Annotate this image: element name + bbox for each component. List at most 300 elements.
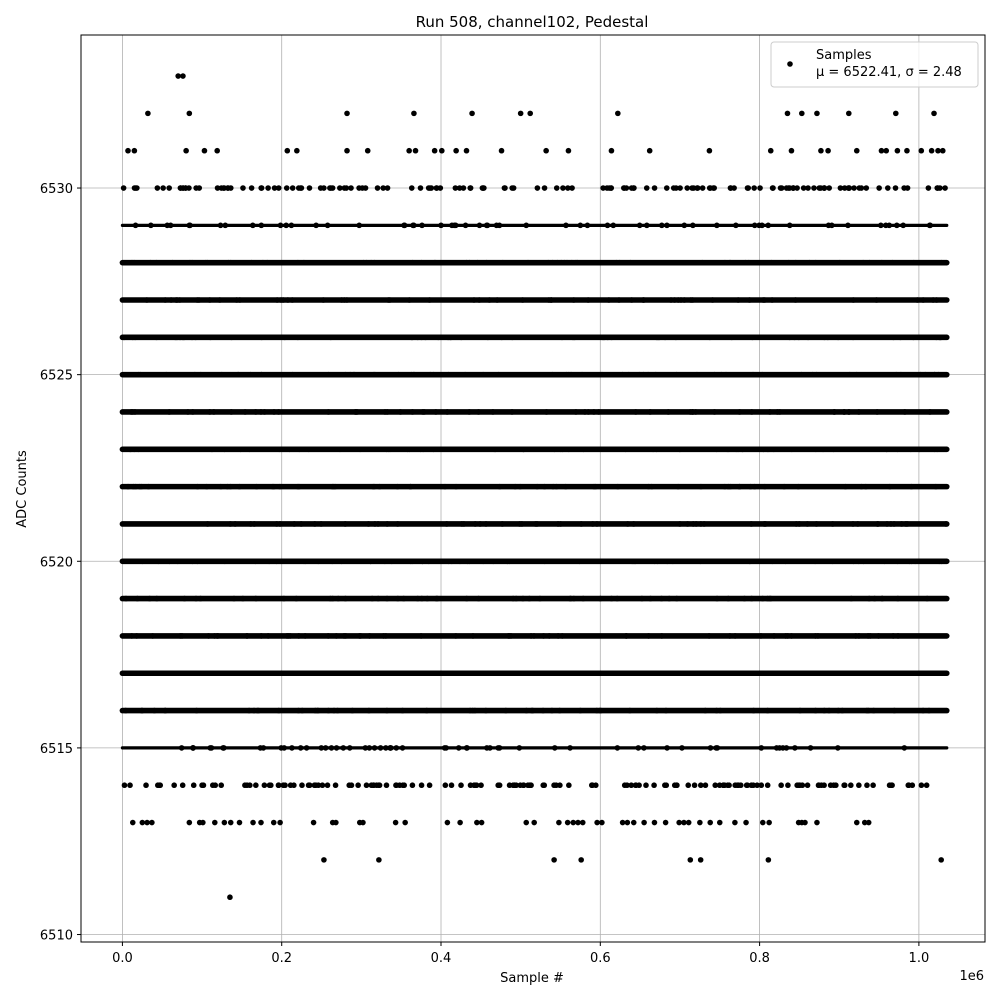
sample-point — [641, 820, 647, 826]
sample-point — [577, 558, 583, 564]
sample-point — [148, 223, 154, 229]
sample-point — [231, 596, 237, 602]
x-tick-label: 0.6 — [589, 951, 611, 966]
sample-point — [325, 223, 331, 229]
sample-point — [395, 484, 401, 490]
sample-point — [387, 447, 393, 453]
sample-point — [911, 260, 917, 266]
sample-point — [920, 297, 926, 303]
sample-band-6524 — [122, 409, 946, 415]
sample-point — [400, 782, 406, 788]
sample-point — [228, 260, 234, 266]
sample-point — [180, 73, 186, 79]
sample-point — [712, 409, 718, 415]
sample-point — [930, 670, 936, 676]
sample-point — [249, 260, 255, 266]
sample-point — [726, 447, 732, 453]
sample-point — [365, 148, 371, 154]
sample-point — [254, 484, 260, 490]
sample-point — [610, 223, 616, 229]
sample-point — [727, 484, 733, 490]
sample-point — [854, 372, 860, 378]
sample-point — [845, 670, 851, 676]
sample-point — [542, 558, 548, 564]
sample-point — [396, 670, 402, 676]
sample-point — [466, 409, 472, 415]
sample-point — [253, 409, 259, 415]
sample-point — [673, 335, 679, 341]
sample-band-6520 — [122, 558, 946, 564]
sample-point — [727, 633, 733, 639]
sample-point — [656, 335, 662, 341]
sample-point — [396, 372, 402, 378]
sample-point — [282, 335, 288, 341]
sample-point — [388, 745, 394, 751]
sample-point — [471, 297, 477, 303]
sample-point — [805, 185, 811, 191]
sample-point — [484, 260, 490, 266]
sample-point — [384, 521, 390, 527]
sample-point — [140, 820, 146, 826]
sample-point — [793, 297, 799, 303]
sample-point — [442, 484, 448, 490]
sample-point — [822, 335, 828, 341]
sample-point — [859, 484, 865, 490]
sample-point — [735, 447, 741, 453]
sample-point — [889, 260, 895, 266]
sample-point — [882, 558, 888, 564]
sample-point — [267, 782, 273, 788]
sample-point — [410, 782, 416, 788]
sample-point — [372, 745, 378, 751]
sample-point — [749, 596, 755, 602]
sample-point — [189, 260, 195, 266]
sample-point — [432, 148, 438, 154]
sample-point — [439, 148, 445, 154]
sample-point — [760, 820, 766, 826]
sample-point — [876, 185, 882, 191]
sample-point — [677, 521, 683, 527]
sample-point — [644, 223, 650, 229]
sample-point — [781, 484, 787, 490]
sample-point — [771, 633, 777, 639]
sample-point — [389, 558, 395, 564]
sample-point — [187, 820, 193, 826]
sample-point — [698, 782, 704, 788]
sample-point — [287, 447, 293, 453]
sample-point — [605, 223, 611, 229]
sample-point — [480, 372, 486, 378]
sample-point — [624, 185, 630, 191]
sample-point — [728, 260, 734, 266]
sample-point — [620, 372, 626, 378]
sample-point — [377, 484, 383, 490]
sample-point — [151, 670, 157, 676]
sample-point — [495, 745, 501, 751]
sample-point — [830, 558, 836, 564]
sample-point — [851, 185, 857, 191]
sample-point — [694, 372, 700, 378]
sample-point — [123, 596, 129, 602]
sample-point — [935, 148, 941, 154]
y-tick-label: 6515 — [39, 741, 73, 757]
sample-point — [688, 297, 694, 303]
sample-point — [225, 484, 231, 490]
sample-point — [323, 745, 329, 751]
sample-point — [350, 708, 356, 714]
sample-point — [419, 223, 425, 229]
sample-point — [249, 185, 255, 191]
sample-point — [433, 409, 439, 415]
sample-point — [747, 558, 753, 564]
sample-point — [900, 223, 906, 229]
sample-point — [326, 372, 332, 378]
sample-point — [898, 335, 904, 341]
sample-point — [635, 745, 641, 751]
sample-point — [480, 185, 486, 191]
y-tick-label: 6520 — [39, 555, 73, 571]
sample-point — [242, 782, 248, 788]
sample-point — [426, 558, 432, 564]
sample-point — [494, 297, 500, 303]
sample-point — [487, 745, 493, 751]
sample-point — [371, 782, 377, 788]
sample-point — [633, 409, 639, 415]
sample-point — [364, 260, 370, 266]
sample-point — [326, 708, 332, 714]
sample-point — [242, 409, 248, 415]
sample-point — [866, 708, 872, 714]
sample-point — [813, 708, 819, 714]
sample-point — [448, 335, 454, 341]
sample-point — [240, 185, 246, 191]
sample-point — [743, 820, 749, 826]
sample-point — [889, 782, 895, 788]
sample-point — [371, 372, 377, 378]
sample-point — [215, 670, 221, 676]
sample-point — [599, 372, 605, 378]
sample-point — [204, 484, 210, 490]
x-tick-label: 1.0 — [908, 951, 930, 966]
sample-point — [201, 782, 207, 788]
sample-point — [614, 596, 620, 602]
sample-point — [375, 185, 381, 191]
sample-point — [453, 148, 459, 154]
sample-point — [659, 596, 665, 602]
sample-point — [550, 260, 556, 266]
sample-point — [341, 633, 347, 639]
sample-point — [525, 260, 531, 266]
sample-point — [700, 185, 706, 191]
sample-point — [406, 148, 412, 154]
sample-point — [139, 484, 145, 490]
sample-point — [876, 633, 882, 639]
sample-point — [646, 484, 652, 490]
sample-point — [357, 447, 363, 453]
sample-point — [578, 857, 584, 863]
sample-point — [174, 297, 180, 303]
sample-point — [856, 409, 862, 415]
sample-point — [590, 782, 596, 788]
sample-point — [708, 745, 714, 751]
sample-point — [783, 558, 789, 564]
sample-point — [835, 335, 841, 341]
sample-point — [540, 782, 546, 788]
sample-point — [289, 670, 295, 676]
sample-point — [927, 409, 933, 415]
sample-point — [904, 148, 910, 154]
sample-point — [207, 297, 213, 303]
sample-point — [697, 558, 703, 564]
sample-point — [567, 596, 573, 602]
sample-point — [924, 596, 930, 602]
sample-point — [841, 782, 847, 788]
sample-point — [670, 558, 676, 564]
sample-point — [664, 185, 670, 191]
sample-point — [166, 409, 172, 415]
sample-point — [228, 820, 234, 826]
sample-point — [497, 484, 503, 490]
sample-point — [541, 633, 547, 639]
sample-point — [375, 596, 381, 602]
sample-point — [553, 782, 559, 788]
sample-point — [765, 708, 771, 714]
sample-point — [170, 260, 176, 266]
sample-point — [684, 185, 690, 191]
sample-point — [502, 185, 508, 191]
sample-point — [826, 185, 832, 191]
sample-point — [358, 633, 364, 639]
sample-point — [464, 260, 470, 266]
sample-point — [494, 223, 500, 229]
sample-point — [476, 297, 482, 303]
sample-point — [527, 596, 533, 602]
sample-point — [578, 521, 584, 527]
sample-point — [307, 782, 313, 788]
sample-point — [476, 409, 482, 415]
sample-point — [585, 297, 591, 303]
sample-point — [248, 670, 254, 676]
sample-point — [222, 447, 228, 453]
sample-point — [835, 745, 841, 751]
sample-point — [738, 782, 744, 788]
sample-point — [546, 633, 552, 639]
sample-point — [626, 372, 632, 378]
sample-point — [792, 745, 798, 751]
sample-point — [318, 521, 324, 527]
sample-point — [381, 633, 387, 639]
sample-point — [344, 185, 350, 191]
sample-point — [303, 558, 309, 564]
sample-point — [911, 335, 917, 341]
sample-point — [247, 782, 253, 788]
sample-point — [703, 708, 709, 714]
sample-point — [499, 148, 505, 154]
sample-point — [321, 857, 327, 863]
sample-point — [895, 148, 901, 154]
sample-point — [355, 782, 361, 788]
sample-point — [340, 745, 346, 751]
sample-band-6522 — [122, 484, 946, 490]
sample-point — [883, 148, 889, 154]
sample-point — [685, 782, 691, 788]
sample-point — [786, 260, 792, 266]
sample-point — [615, 745, 621, 751]
sample-point — [799, 670, 805, 676]
sample-point — [560, 185, 566, 191]
sample-point — [851, 297, 857, 303]
sample-point — [939, 260, 945, 266]
sample-point — [221, 185, 227, 191]
sample-point — [262, 782, 268, 788]
sample-point — [145, 111, 151, 117]
sample-point — [434, 185, 440, 191]
sample-point — [458, 782, 464, 788]
sample-point — [445, 820, 451, 826]
sample-point — [760, 596, 766, 602]
sample-point — [484, 223, 490, 229]
sample-point — [848, 596, 854, 602]
sample-point — [752, 223, 758, 229]
sample-point — [384, 708, 390, 714]
sample-point — [129, 633, 135, 639]
sample-point — [229, 335, 235, 341]
sample-point — [278, 223, 284, 229]
sample-point — [566, 148, 572, 154]
sample-point — [144, 820, 150, 826]
sample-point — [465, 558, 471, 564]
sample-point — [321, 297, 327, 303]
sample-point — [285, 297, 291, 303]
sample-point — [315, 558, 321, 564]
sample-point — [405, 447, 411, 453]
sample-point — [446, 372, 452, 378]
sample-point — [246, 447, 252, 453]
sample-point — [814, 372, 820, 378]
sample-point — [609, 335, 615, 341]
sample-point — [127, 782, 133, 788]
sample-point — [732, 633, 738, 639]
sample-point — [808, 745, 814, 751]
sample-point — [332, 484, 338, 490]
sample-point — [895, 447, 901, 453]
sample-point — [354, 409, 360, 415]
sample-point — [411, 111, 417, 117]
sample-band-6526 — [121, 335, 947, 341]
sample-point — [733, 223, 739, 229]
sample-point — [666, 596, 672, 602]
sample-point — [246, 708, 252, 714]
sample-point — [192, 372, 198, 378]
sample-point — [175, 73, 181, 79]
sample-point — [725, 596, 731, 602]
sample-point — [277, 820, 283, 826]
sample-point — [698, 857, 704, 863]
sample-point — [938, 857, 944, 863]
sample-point — [196, 185, 202, 191]
sample-point — [364, 782, 370, 788]
sample-point — [527, 111, 533, 117]
sample-point — [887, 484, 893, 490]
sample-point — [218, 484, 224, 490]
x-axis-label: Sample # — [500, 971, 564, 986]
sample-point — [606, 297, 612, 303]
sample-point — [893, 111, 899, 117]
sample-point — [750, 335, 756, 341]
sample-point — [534, 484, 540, 490]
sample-point — [510, 782, 516, 788]
sample-point — [295, 484, 301, 490]
sample-point — [814, 820, 820, 826]
sample-point — [469, 111, 475, 117]
sample-point — [674, 782, 680, 788]
sample-point — [239, 670, 245, 676]
sample-point — [276, 409, 282, 415]
y-tick-label: 6530 — [39, 182, 73, 198]
sample-point — [121, 335, 127, 341]
sample-point — [799, 111, 805, 117]
sample-point — [150, 633, 156, 639]
sample-point — [372, 521, 378, 527]
sample-point — [400, 745, 406, 751]
sample-point — [758, 633, 764, 639]
sample-point — [125, 148, 131, 154]
sample-point — [329, 745, 335, 751]
sample-point — [493, 447, 499, 453]
sample-point — [130, 409, 136, 415]
sample-point — [874, 409, 880, 415]
sample-point — [344, 111, 350, 117]
sample-point — [847, 372, 853, 378]
sample-point — [131, 484, 137, 490]
sample-point — [919, 782, 925, 788]
sample-point — [163, 372, 169, 378]
sample-point — [134, 633, 140, 639]
sample-point — [190, 409, 196, 415]
sample-point — [856, 782, 862, 788]
sample-point — [190, 745, 196, 751]
sample-point — [689, 185, 695, 191]
sample-point — [909, 782, 915, 788]
sample-point — [558, 447, 564, 453]
sample-point — [813, 260, 819, 266]
sample-point — [304, 745, 310, 751]
sample-point — [499, 335, 505, 341]
sample-point — [162, 297, 168, 303]
sample-point — [717, 820, 723, 826]
sample-point — [571, 297, 577, 303]
sample-point — [825, 148, 831, 154]
sample-point — [291, 521, 297, 527]
sample-point — [282, 782, 288, 788]
sample-point — [154, 596, 160, 602]
sample-point — [569, 260, 575, 266]
sample-point — [848, 782, 854, 788]
sample-point — [766, 447, 772, 453]
sample-point — [664, 745, 670, 751]
sample-band-6517 — [122, 670, 946, 676]
sample-point — [470, 633, 476, 639]
sample-point — [758, 745, 764, 751]
sample-point — [556, 820, 562, 826]
sample-point — [296, 633, 302, 639]
sample-point — [814, 521, 820, 527]
sample-point — [597, 596, 603, 602]
sample-point — [346, 782, 352, 788]
sample-point — [591, 409, 597, 415]
sample-point — [325, 782, 331, 788]
sample-point — [863, 185, 869, 191]
